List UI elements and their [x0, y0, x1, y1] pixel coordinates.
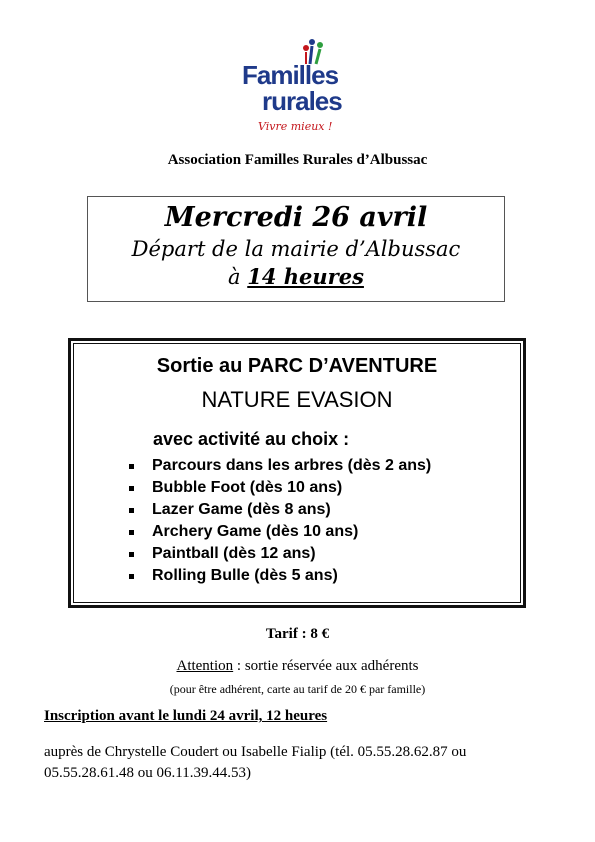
attention-line [0, 658, 595, 675]
membership-note: (pour être adhérent, carte au tarif de 20 € par famille) [169, 682, 426, 696]
bullet-icon [129, 574, 134, 579]
bullet-icon [129, 486, 134, 491]
activity-title: Sortie au PARC D’AVENTURE [156, 355, 438, 377]
event-date: Mercredi 26 avril [164, 202, 428, 233]
inscription-deadline: Inscription avant le lundi 24 avril, 12 heures [44, 708, 328, 724]
familles-rurales-logo [240, 38, 365, 138]
attention-text: : sortie réservée aux adhérents [233, 658, 419, 674]
date-box [87, 196, 505, 302]
list-item: Bubble Foot (dès 10 ans) [129, 477, 431, 499]
bullet-icon [129, 552, 134, 557]
bullet-icon [129, 464, 134, 469]
event-time: 14 heures [247, 264, 364, 289]
list-item: Rolling Bulle (dès 5 ans) [129, 565, 431, 587]
event-time-line [88, 263, 504, 291]
tarif: Tarif : 8 € [265, 626, 330, 642]
list-item: Archery Game (dès 10 ans) [129, 521, 431, 543]
list-item: Parcours dans les arbres (dès 2 ans) [129, 455, 431, 477]
event-departure: Départ de la mairie d’Albussac [131, 237, 461, 261]
activity-choice-heading: avec activité au choix : [153, 429, 350, 449]
bullet-icon [129, 530, 134, 535]
bullet-icon [129, 508, 134, 513]
logo-line2: rurales [262, 86, 342, 116]
list-item: Paintball (dès 12 ans) [129, 543, 431, 565]
activity-box [68, 338, 526, 608]
activity-list [129, 455, 431, 587]
event-time-prefix: à [228, 265, 248, 289]
association-name: Association Familles Rurales d’Albussac [167, 152, 428, 168]
contact-info: auprès de Chrystelle Coudert ou Isabelle Fialip (tél. 05.55.28.62.87 ou 05.55.28.61.48 ou 06.11.39.44.53) [44, 744, 467, 781]
logo-tagline: Vivre mieux ! [258, 120, 333, 133]
attention-label: Attention [176, 658, 234, 674]
list-item: Lazer Game (dès 8 ans) [129, 499, 431, 521]
logo-line1: Familles [242, 60, 339, 90]
activity-subtitle: NATURE EVASION [201, 387, 393, 412]
